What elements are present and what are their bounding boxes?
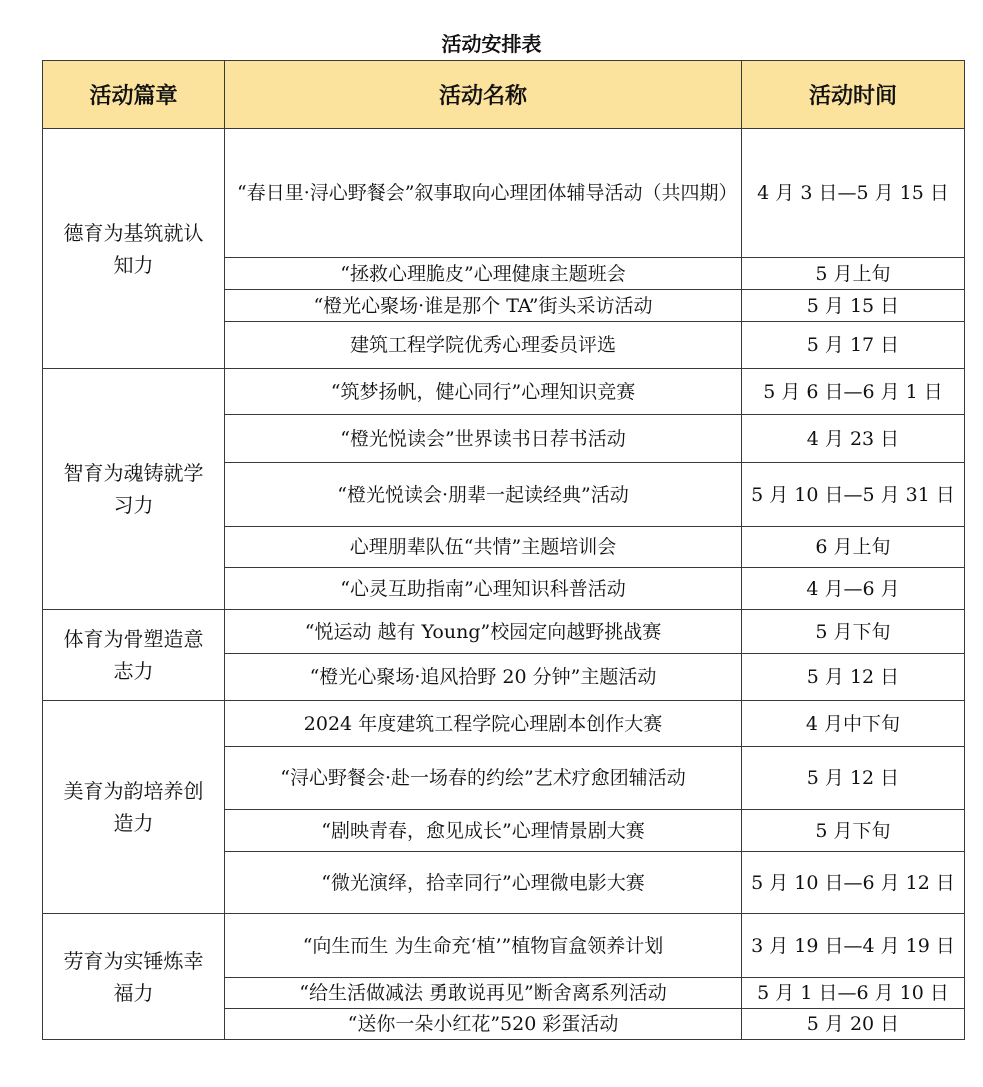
header-activity-time: 活动时间 bbox=[742, 61, 965, 129]
activity-time-cell: 5 月 20 日 bbox=[742, 1009, 965, 1040]
activity-time-cell: 5 月 10 日—6 月 12 日 bbox=[742, 852, 965, 914]
activity-name-cell: “橙光心聚场·谁是那个 TA”街头采访活动 bbox=[225, 290, 742, 322]
section-cell: 劳育为实锤炼幸福力 bbox=[43, 914, 225, 1040]
section-cell: 智育为魂铸就学习力 bbox=[43, 369, 225, 610]
section-cell: 美育为韵培养创造力 bbox=[43, 701, 225, 914]
activity-name-cell: “送你一朵小红花”520 彩蛋活动 bbox=[225, 1009, 742, 1040]
activity-time-cell: 6 月上旬 bbox=[742, 527, 965, 568]
table-body bbox=[43, 129, 965, 1040]
table-row bbox=[43, 914, 965, 978]
activity-name-cell: “给生活做减法 勇敢说再见”断舍离系列活动 bbox=[225, 978, 742, 1009]
activity-time-cell: 5 月下旬 bbox=[742, 810, 965, 852]
header-activity-name: 活动名称 bbox=[225, 61, 742, 129]
activity-name-cell: “拯救心理脆皮”心理健康主题班会 bbox=[225, 258, 742, 290]
page-title: 活动安排表 bbox=[441, 32, 542, 56]
activity-name-cell: “橙光悦读会·朋辈一起读经典”活动 bbox=[225, 463, 742, 527]
activity-time-cell: 5 月 15 日 bbox=[742, 290, 965, 322]
activity-time-cell: 5 月 6 日—6 月 1 日 bbox=[742, 369, 965, 415]
activity-name-cell: “橙光心聚场·追风拾野 20 分钟”主题活动 bbox=[225, 654, 742, 701]
activity-name-cell: “剧映青春，愈见成长”心理情景剧大赛 bbox=[225, 810, 742, 852]
table-row bbox=[43, 701, 965, 747]
activity-time-cell: 4 月中下旬 bbox=[742, 701, 965, 747]
table-row bbox=[43, 369, 965, 415]
activity-name-cell: “悦运动 越有 Young”校园定向越野挑战赛 bbox=[225, 610, 742, 654]
activity-time-cell: 3 月 19 日—4 月 19 日 bbox=[742, 914, 965, 978]
activity-time-cell: 4 月 23 日 bbox=[742, 415, 965, 463]
activity-name-cell: 2024 年度建筑工程学院心理剧本创作大赛 bbox=[225, 701, 742, 747]
activity-time-cell: 4 月—6 月 bbox=[742, 568, 965, 610]
activity-name-cell: “橙光悦读会”世界读书日荐书活动 bbox=[225, 415, 742, 463]
section-cell: 德育为基筑就认知力 bbox=[43, 129, 225, 369]
activity-time-cell: 5 月 1 日—6 月 10 日 bbox=[742, 978, 965, 1009]
activity-schedule-table bbox=[42, 60, 965, 1040]
activity-time-cell: 5 月下旬 bbox=[742, 610, 965, 654]
table-row bbox=[43, 610, 965, 654]
activity-name-cell: “春日里·浔心野餐会”叙事取向心理团体辅导活动（共四期） bbox=[225, 129, 742, 258]
activity-name-cell: “浔心野餐会·赴一场春的约绘”艺术疗愈团辅活动 bbox=[225, 747, 742, 810]
activity-time-cell: 5 月上旬 bbox=[742, 258, 965, 290]
activity-time-cell: 5 月 10 日—5 月 31 日 bbox=[742, 463, 965, 527]
header-section: 活动篇章 bbox=[43, 61, 225, 129]
activity-time-cell: 4 月 3 日—5 月 15 日 bbox=[742, 129, 965, 258]
activity-time-cell: 5 月 12 日 bbox=[742, 747, 965, 810]
activity-name-cell: 心理朋辈队伍“共情”主题培训会 bbox=[225, 527, 742, 568]
activity-name-cell: “筑梦扬帆，健心同行”心理知识竞赛 bbox=[225, 369, 742, 415]
activity-name-cell: “微光演绎，拾幸同行”心理微电影大赛 bbox=[225, 852, 742, 914]
activity-name-cell: “向生而生 为生命充‘植’”植物盲盒领养计划 bbox=[225, 914, 742, 978]
activity-name-cell: “心灵互助指南”心理知识科普活动 bbox=[225, 568, 742, 610]
activity-time-cell: 5 月 12 日 bbox=[742, 654, 965, 701]
table-row bbox=[43, 129, 965, 258]
table-header-row bbox=[43, 61, 965, 129]
activity-name-cell: 建筑工程学院优秀心理委员评选 bbox=[225, 322, 742, 369]
activity-time-cell: 5 月 17 日 bbox=[742, 322, 965, 369]
section-cell: 体育为骨塑造意志力 bbox=[43, 610, 225, 701]
